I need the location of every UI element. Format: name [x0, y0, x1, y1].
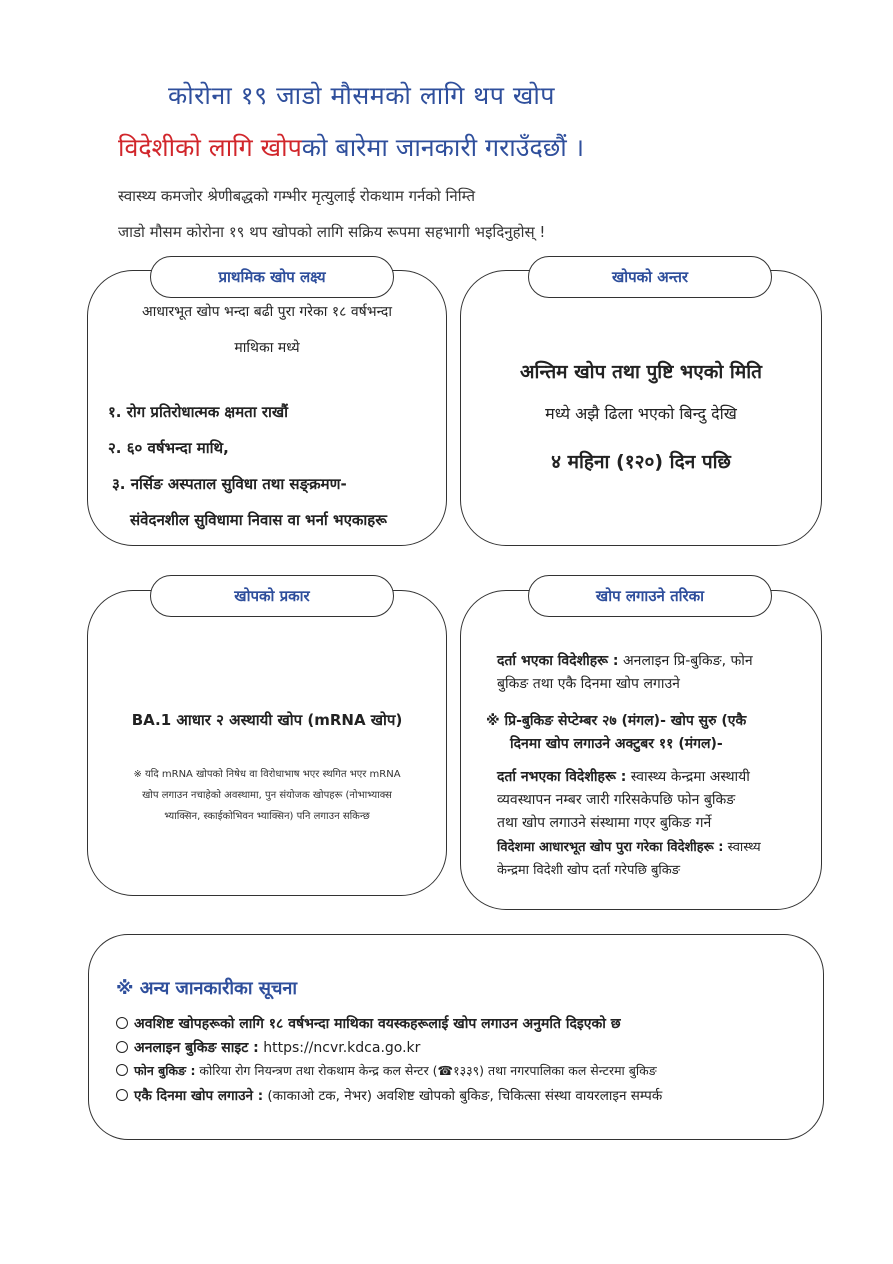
- unregistered-line-1: [497, 766, 817, 789]
- method-prebooking: [486, 710, 746, 756]
- notice-title: ※ अन्य जानकारीका सूचना: [116, 978, 298, 999]
- method-abroad: [497, 836, 817, 882]
- circle-bullet-icon: [116, 1064, 128, 1076]
- notice-bullet-4-text: (काकाओ टक, नेभर) अवशिष्ट खोपको बुकिङ, चिकित्सा संस्था वायरलाइन सम्पर्क: [263, 1088, 663, 1104]
- method-registered: [497, 650, 817, 696]
- interval-box-label: खोपको अन्तर: [528, 256, 772, 298]
- subtitle-rest: को बारेमा जानकारी गराउँदछौं ।: [301, 133, 585, 162]
- circle-bullet-icon: [116, 1089, 128, 1101]
- method-registered-line-1: [497, 650, 817, 673]
- unregistered-label: दर्ता नभएका विदेशीहरू :: [497, 769, 627, 785]
- subtitle-highlight: विदेशीको लागि खोप: [118, 133, 302, 162]
- unregistered-text-1: स्वास्थ्य केन्द्रमा अस्थायी: [626, 769, 750, 785]
- notice-bullet-2: [116, 1038, 420, 1057]
- notice-box: [88, 934, 824, 1140]
- notice-bullet-3-text: कोरिया रोग नियन्त्रण तथा रोकथाम केन्द्र कल सेन्टर (☎१३३९) तथा नगरपालिका कल सेन्टरमा बुकिङ: [195, 1063, 657, 1078]
- vaccine-type-main: BA.1 आधार २ अस्थायी खोप (mRNA खोप): [131, 711, 403, 729]
- page-title: कोरोना १९ जाडो मौसमको लागि थप खोप: [168, 81, 556, 110]
- intro-line-1: स्वास्थ्य कमजोर श्रेणीबद्धको गम्भीर मृत्युलाई रोकथाम गर्नको निम्ति: [118, 187, 476, 205]
- type-box-label: खोपको प्रकार: [150, 575, 394, 617]
- target-item-2: २. ६० वर्षभन्दा माथि,: [108, 439, 229, 457]
- interval-line-1: अन्तिम खोप तथा पुष्टि भएको मिति: [520, 361, 762, 383]
- target-line-2: माथिका मध्ये: [234, 340, 300, 356]
- interval-line-2: मध्ये अझै ढिला भएको बिन्दु देखि: [545, 404, 737, 423]
- type-box: [87, 590, 447, 896]
- abroad-label: विदेशमा आधारभूत खोप पुरा गरेका विदेशीहरू :: [497, 840, 724, 855]
- prebooking-line-2: दिनमा खोप लगाउने अक्टुबर ११ (मंगल)-: [510, 736, 723, 752]
- target-item-3b: संवेदनशील सुविधामा निवास वा भर्ना भएकाहरू: [130, 511, 387, 529]
- notice-bullet-2-label: अनलाइन बुकिङ साइट :: [134, 1040, 259, 1056]
- target-item-3a: ३. नर्सिङ अस्पताल सुविधा तथा सङ्क्रमण-: [112, 475, 347, 493]
- notice-bullet-1-text: अवशिष्ट खोपहरूको लागि १८ वर्षभन्दा माथिका वयस्कहरूलाई खोप लगाउन अनुमति दिइएको छ: [134, 1016, 621, 1032]
- notice-bullet-4: [116, 1086, 662, 1104]
- circle-bullet-icon: [116, 1041, 128, 1053]
- intro-line-2: जाडो मौसम कोरोना १९ थप खोपको लागि सक्रिय रूपमा सहभागी भइदिनुहोस् !: [118, 223, 546, 241]
- unregistered-text-3: तथा खोप लगाउने संस्थामा गएर बुकिङ गर्ने: [497, 815, 712, 831]
- abroad-text-1: स्वास्थ्य: [723, 840, 761, 855]
- registered-text-2: बुकिङ तथा एकै दिनमा खोप लगाउने: [497, 676, 680, 692]
- target-item-1: १. रोग प्रतिरोधात्मक क्षमता राखौं: [108, 403, 288, 421]
- method-box-label: खोप लगाउने तरिका: [528, 575, 772, 617]
- registered-text-1: अनलाइन प्रि-बुकिङ, फोन: [618, 653, 753, 669]
- type-note-2: खोप लगाउन नचाहेको अवस्थामा, पुन संयोजक खोपहरू (नोभाभ्याक्स: [142, 790, 392, 801]
- notice-bullet-3: [116, 1062, 657, 1079]
- circle-bullet-icon: [116, 1017, 128, 1029]
- unregistered-text-2: व्यवस्थापन नम्बर जारी गरिसकेपछि फोन बुकिङ: [497, 792, 736, 808]
- type-note-1: ※ यदि mRNA खोपको निषेध वा विरोधाभाष भएर स्थगित भएर mRNA: [133, 769, 401, 780]
- notice-bullet-3-label: फोन बुकिङ :: [134, 1063, 196, 1078]
- type-note-3: भ्याक्सिन, स्काईकोभिवन भ्याक्सिन) पनि लगाउन सकिन्छ: [164, 811, 370, 822]
- abroad-text-2: केन्द्रमा विदेशी खोप दर्ता गरेपछि बुकिङ: [497, 863, 681, 878]
- prebooking-line-1: ※ प्रि-बुकिङ सेप्टेम्बर २७ (मंगल)- खोप सुरु (एकै: [486, 713, 747, 729]
- target-box-label: प्राथमिक खोप लक्ष्य: [150, 256, 394, 298]
- page-subtitle: [118, 130, 584, 164]
- registered-label: दर्ता भएका विदेशीहरू :: [497, 653, 619, 669]
- interval-line-3: ४ महिना (१२०) दिन पछि: [551, 451, 731, 473]
- notice-bullet-1: [116, 1014, 621, 1033]
- abroad-line-1: [497, 836, 817, 859]
- target-line-1: आधारभूत खोप भन्दा बढी पुरा गरेका १८ वर्षभन्दा: [142, 304, 392, 320]
- method-unregistered: [497, 766, 817, 835]
- notice-bullet-4-label: एकै दिनमा खोप लगाउने :: [134, 1088, 264, 1104]
- notice-bullet-2-text: https://ncvr.kdca.go.kr: [258, 1040, 421, 1056]
